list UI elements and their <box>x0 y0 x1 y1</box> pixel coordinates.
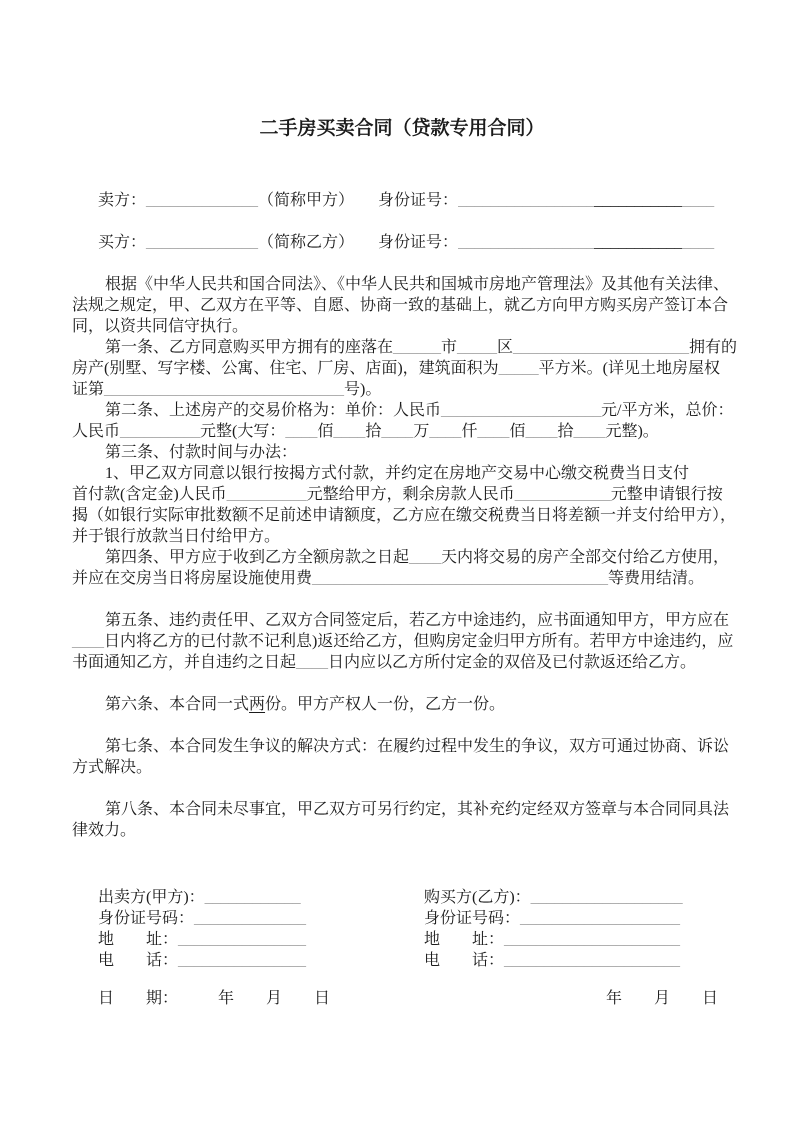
text-segment: 第七条、本合同发生争议的解决方式：在履约过程中发生的争议，双方可通过协商、诉讼 <box>105 738 730 755</box>
text-segment: 电 话： <box>424 952 505 969</box>
blank-field: ____________ <box>514 486 611 503</box>
blank-field: ____ <box>296 654 329 671</box>
text-segment: 书面通知乙方，并自违约之日起 <box>72 654 297 671</box>
blank-field: _____________________________________ <box>312 570 609 587</box>
text-segment: 首付款(含定金)人民币 <box>72 486 227 503</box>
text-segment: 第二条、上述房产的交易价格为：单价：人民币 <box>105 402 442 419</box>
text-segment: 电 话： <box>98 952 179 969</box>
doc-line <box>98 929 424 950</box>
blank-field: _________________ <box>458 234 595 251</box>
text-segment: 佰 <box>509 423 526 440</box>
doc-line <box>424 887 732 908</box>
doc-line <box>72 757 732 778</box>
text-segment: 地 址： <box>98 931 179 948</box>
blank-field: ______________________ <box>504 931 681 948</box>
blank-field: ___________ <box>594 234 683 251</box>
text-segment: 等费用结清。 <box>608 570 705 587</box>
doc-line <box>98 190 732 211</box>
doc-line <box>72 820 732 841</box>
text-segment: 第八条、本合同未尽事宜，甲乙双方可另行约定，其补充约定经双方签章与本合同同具法 <box>105 801 730 818</box>
text-segment: 日内应以乙方所付定金的双倍及已付款返还给乙方。 <box>328 654 697 671</box>
text-segment: 天内将交易的房产全部交付给乙方使用， <box>441 549 730 566</box>
text-segment: 身份证号码： <box>98 910 195 927</box>
text-segment: 元整给甲方，剩余房款人民币 <box>306 486 515 503</box>
text-segment: （简称乙方） <box>258 234 347 251</box>
text-segment: 拾 <box>365 423 382 440</box>
text-segment: 揭（如银行实际审批数额不足前述申请额度，乙方应在缴交税费当日将差额一并支付给甲方）， <box>72 507 737 524</box>
blank-field: ________________ <box>178 952 307 969</box>
doc-line <box>72 694 732 715</box>
text-segment: 元/平方米，总价： <box>601 402 734 419</box>
text-segment: 地 址： <box>424 931 505 948</box>
blank-field: ____________________ <box>441 402 602 419</box>
doc-line <box>424 908 732 929</box>
doc-line <box>98 908 424 929</box>
text-segment: 拥有的 <box>689 339 738 356</box>
blank-field: ______________________________ <box>104 381 345 398</box>
seller-signature-column <box>98 887 424 971</box>
blank-field: _____ <box>498 360 539 377</box>
doc-line <box>72 316 732 337</box>
blank-field: ____ <box>72 633 104 650</box>
text-segment: 并于银行放款当日付给甲方。 <box>72 528 281 545</box>
blank-field: ______________ <box>146 234 259 251</box>
doc-line <box>72 442 732 463</box>
text-segment: 购买方(乙方)： <box>424 889 531 906</box>
text-segment <box>346 192 378 209</box>
doc-line <box>72 295 732 316</box>
blank-field: ______________ <box>194 910 307 927</box>
text-segment: 1、甲乙双方同意以银行按揭方式付款，并约定在房地产交易中心缴交税费当日支付 <box>105 465 690 482</box>
blank-field: ____ <box>409 549 442 566</box>
doc-line <box>72 736 732 757</box>
doc-line <box>98 887 424 908</box>
blank-field: ____ <box>429 423 462 440</box>
blank-field: ______________ <box>146 192 259 209</box>
seller-date: 日 期： 年 月 日 <box>98 990 331 1007</box>
text-segment: 第四条、甲方应于收到乙方全额房款之日起 <box>105 549 410 566</box>
party-lines <box>72 190 732 253</box>
doc-line <box>72 589 732 610</box>
text-segment: 身份证号： <box>378 192 459 209</box>
blank-field: ____ <box>333 423 366 440</box>
text-segment: 法规之规定，甲、乙双方在平等、自愿、协商一致的基础上，就乙方向甲方购买房产签订本合 <box>72 297 729 314</box>
doc-line <box>72 484 732 505</box>
signature-block <box>72 887 732 971</box>
doc-line <box>424 929 732 950</box>
doc-line <box>72 778 732 799</box>
text-segment: 第一条、乙方同意购买甲方拥有的座落在 <box>105 339 394 356</box>
doc-line <box>72 631 732 652</box>
doc-line <box>98 232 732 253</box>
doc-line <box>72 673 732 694</box>
text-segment: 买方： <box>98 234 147 251</box>
doc-line <box>72 715 732 736</box>
text-segment: 号)。 <box>344 381 382 398</box>
blank-field: 两 <box>249 696 266 713</box>
document-title: 二手房买卖合同（贷款专用合同） <box>259 118 545 139</box>
blank-field: ____ <box>477 423 510 440</box>
doc-line <box>72 652 732 673</box>
text-segment: 第五条、违约责任甲、乙双方合同签定后，若乙方中途违约，应书面通知甲方，甲方应在 <box>105 612 730 629</box>
text-segment: 份。甲方产权人一份，乙方一份。 <box>265 696 506 713</box>
text-segment: 身份证号： <box>378 234 459 251</box>
doc-line <box>72 463 732 484</box>
blank-field: _________________ <box>458 192 595 209</box>
buyer-signature-column <box>424 887 732 971</box>
doc-line <box>72 274 732 295</box>
text-segment: 元整(大写： <box>200 423 286 440</box>
buyer-date: 年 月 日 <box>605 990 718 1007</box>
doc-line <box>72 526 732 547</box>
blank-field: ____ <box>682 234 715 251</box>
blank-field: ______________________ <box>513 339 690 356</box>
text-segment: 第六条、本合同一式 <box>105 696 250 713</box>
text-segment: 日内将乙方的已付款不记利息)返还给乙方，但购房定金归甲方所有。若甲方中途违约，应 <box>104 633 734 650</box>
blank-field: ________________ <box>178 931 307 948</box>
doc-line <box>424 950 732 971</box>
doc-line <box>72 610 732 631</box>
text-segment: 区 <box>497 339 514 356</box>
doc-line <box>72 421 732 442</box>
doc-line <box>72 400 732 421</box>
blank-field: ______ <box>393 339 442 356</box>
text-segment: 拾 <box>557 423 574 440</box>
doc-line <box>98 950 424 971</box>
blank-field: ____ <box>682 192 715 209</box>
blank-field: __________ <box>226 486 307 503</box>
blank-field: ____________________ <box>520 910 681 927</box>
blank-field: ____ <box>285 423 318 440</box>
text-segment: （简称甲方） <box>258 192 347 209</box>
date-line <box>72 988 732 1009</box>
text-segment: 房产(别墅、写字楼、公寓、住宅、厂房、店面)，建筑面积为 <box>72 360 499 377</box>
text-segment: 律效力。 <box>72 822 137 839</box>
text-segment: 卖方： <box>98 192 147 209</box>
text-segment <box>346 234 378 251</box>
text-segment: 第三条、付款时间与办法： <box>105 444 298 461</box>
blank-field: ____________ <box>204 889 301 906</box>
doc-line <box>72 547 732 568</box>
text-segment: 佰 <box>317 423 334 440</box>
doc-line <box>72 568 732 589</box>
text-segment: 仟 <box>461 423 478 440</box>
text-segment: 人民币 <box>72 423 121 440</box>
blank-field: ___________ <box>594 192 683 209</box>
blank-field: ___________________ <box>530 889 683 906</box>
text-segment: 出卖方(甲方)： <box>98 889 205 906</box>
blank-field: ____ <box>525 423 558 440</box>
text-segment: 并应在交房当日将房屋设施使用费 <box>72 570 313 587</box>
text-segment: 元整申请银行按 <box>610 486 723 503</box>
doc-line <box>72 358 732 379</box>
blank-field: ____ <box>381 423 414 440</box>
doc-line <box>72 505 737 526</box>
doc-line <box>72 379 732 400</box>
doc-line <box>72 337 738 358</box>
body-lines <box>72 274 738 841</box>
doc-line <box>72 799 732 820</box>
text-segment: 根据《中华人民共和国合同法》、《中华人民共和国城市房地产管理法》及其他有关法律、 <box>105 276 730 293</box>
blank-field: ____ <box>573 423 606 440</box>
text-segment: 证第 <box>72 381 105 398</box>
text-segment: 身份证号码： <box>424 910 521 927</box>
blank-field: ______________________ <box>504 952 681 969</box>
text-segment: 元整)。 <box>605 423 659 440</box>
text-segment: 万 <box>413 423 430 440</box>
text-segment: 同，以资共同信守执行。 <box>72 318 249 335</box>
blank-field: __________ <box>120 423 201 440</box>
blank-field: _____ <box>457 339 498 356</box>
text-segment: 市 <box>441 339 458 356</box>
text-segment: 平方米。(详见土地房屋权 <box>538 360 721 377</box>
text-segment: 方式解决。 <box>72 759 153 776</box>
